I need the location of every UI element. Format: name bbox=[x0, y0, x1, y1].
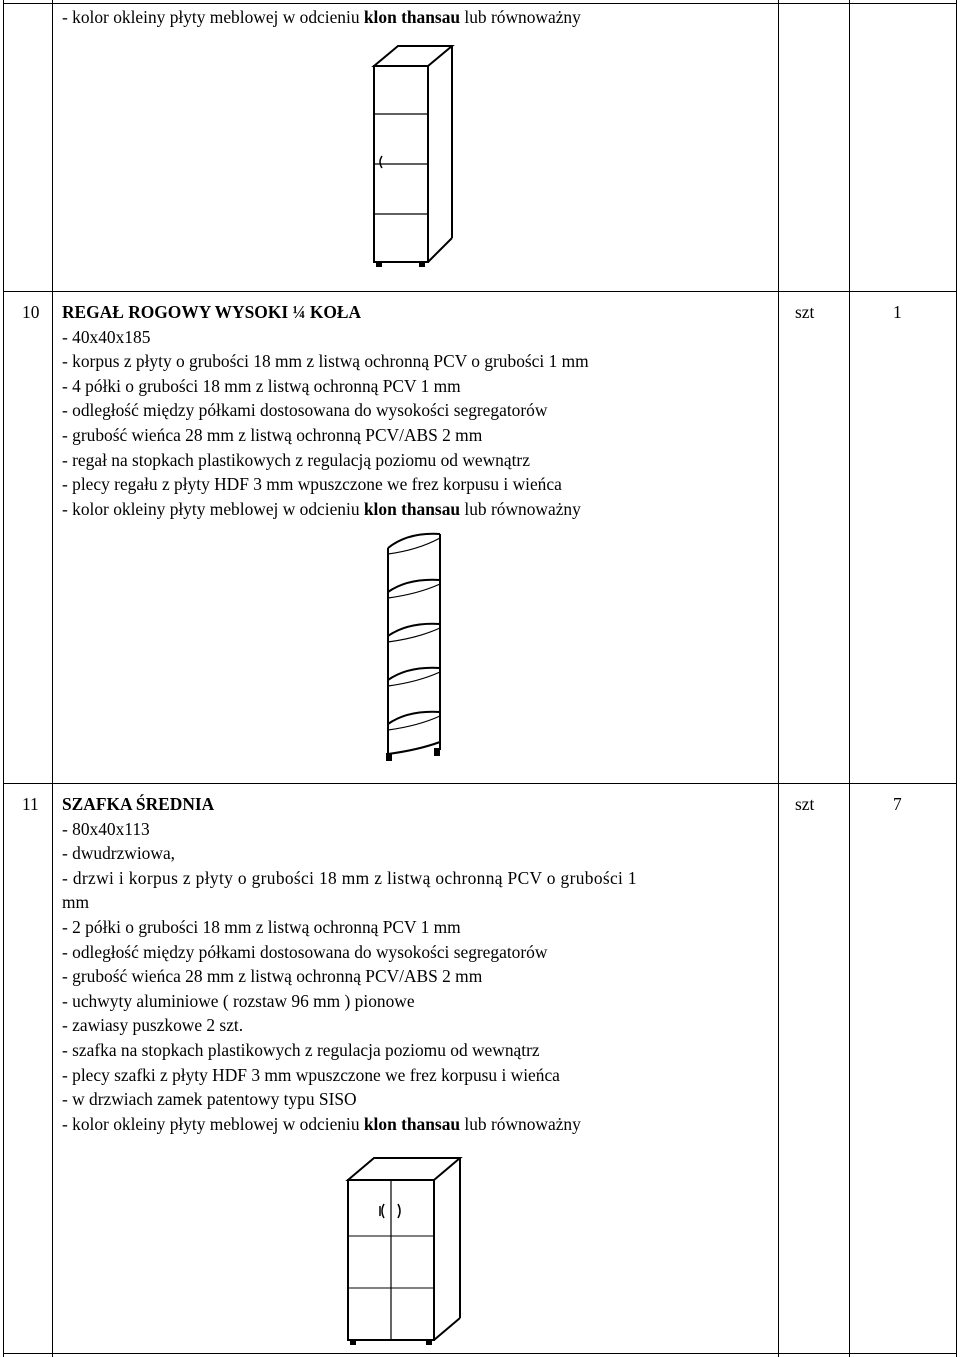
color-prefix: - kolor okleiny płyty meblowej w odcieniu bbox=[62, 7, 364, 27]
color-name: klon thansau bbox=[363, 7, 461, 27]
quantity: 7 bbox=[893, 794, 902, 814]
item-description bbox=[62, 300, 589, 521]
two-door-cabinet-illustration bbox=[344, 1152, 464, 1352]
color-prefix: - kolor okleiny płyty meblowej w odcieniu bbox=[62, 1113, 364, 1134]
spec-line: - regał na stopkach plastikowych z regulacją poziomu od wewnątrz bbox=[62, 449, 530, 470]
color-suffix: lub równoważny bbox=[460, 1113, 581, 1134]
table-border-top bbox=[3, 3, 957, 4]
color-suffix: lub równoważny bbox=[460, 7, 581, 27]
row-separator bbox=[3, 783, 957, 784]
spec-line: - grubość wieńca 28 mm z listwą ochronną PCV/ABS 2 mm bbox=[62, 966, 483, 987]
spec-line: - uchwyty aluminiowe ( rozstaw 96 mm ) pionowe bbox=[62, 990, 415, 1011]
table-border-left bbox=[3, 0, 4, 1357]
spec-line: - w drzwiach zamek patentowy typu SISO bbox=[62, 1089, 357, 1110]
color-name: klon thansau bbox=[363, 1113, 461, 1134]
table-border-right bbox=[956, 0, 957, 1357]
row-separator bbox=[3, 291, 957, 292]
spec-line: - 40x40x185 bbox=[62, 326, 151, 347]
unit-label: szt bbox=[795, 302, 815, 322]
spec-line: - plecy szafki z płyty HDF 3 mm wpuszczone we frez korpusu i wieńca bbox=[62, 1064, 560, 1085]
continued-row-color-line bbox=[62, 5, 581, 30]
item-number: 10 bbox=[22, 302, 40, 322]
spec-line: - korpus z płyty o grubości 18 mm z listwą ochronną PCV o grubości 1 mm bbox=[62, 351, 589, 372]
corner-shelf-illustration bbox=[378, 528, 468, 768]
spec-line: - plecy regału z płyty HDF 3 mm wpuszczone we frez korpusu i wieńca bbox=[62, 474, 562, 495]
table-border-col1 bbox=[52, 0, 53, 1357]
spec-line: - zawiasy puszkowe 2 szt. bbox=[62, 1015, 244, 1036]
color-line bbox=[62, 1112, 637, 1137]
item-description bbox=[62, 792, 637, 1136]
color-name: klon thansau bbox=[363, 498, 461, 519]
spec-line: - 2 półki o grubości 18 mm z listwą ochronną PCV 1 mm bbox=[62, 916, 461, 937]
spec-line: - odległość między półkami dostosowana do wysokości segregatorów bbox=[62, 400, 548, 421]
table-border-col3 bbox=[849, 0, 850, 1357]
item-title: REGAŁ ROGOWY WYSOKI ¼ KOŁA bbox=[62, 302, 362, 322]
spec-line: - dwudrzwiowa, bbox=[62, 843, 176, 864]
spec-line: - 4 półki o grubości 18 mm z listwą ochronną PCV 1 mm bbox=[62, 375, 461, 396]
table-border-bottom bbox=[3, 1353, 957, 1354]
spec-line: - grubość wieńca 28 mm z listwą ochronną PCV/ABS 2 mm bbox=[62, 424, 483, 445]
spec-line: - odległość między półkami dostosowana do wysokości segregatorów bbox=[62, 941, 548, 962]
tall-cabinet-illustration bbox=[368, 38, 458, 288]
spec-line: - 80x40x113 bbox=[62, 818, 150, 839]
spec-line: - szafka na stopkach plastikowych z regulacja poziomu od wewnątrz bbox=[62, 1039, 540, 1060]
color-suffix: lub równoważny bbox=[460, 498, 581, 519]
item-title: SZAFKA ŚREDNIA bbox=[62, 794, 215, 814]
table-border-col2 bbox=[778, 0, 779, 1357]
color-prefix: - kolor okleiny płyty meblowej w odcieniu bbox=[62, 498, 364, 519]
spec-line: mm bbox=[62, 892, 90, 913]
color-line bbox=[62, 497, 589, 522]
item-number: 11 bbox=[22, 794, 39, 814]
unit-label: szt bbox=[795, 794, 815, 814]
spec-line: - drzwi i korpus z płyty o grubości 18 mm z listwą ochronną PCV o grubości 1 bbox=[62, 867, 637, 888]
quantity: 1 bbox=[893, 302, 902, 322]
